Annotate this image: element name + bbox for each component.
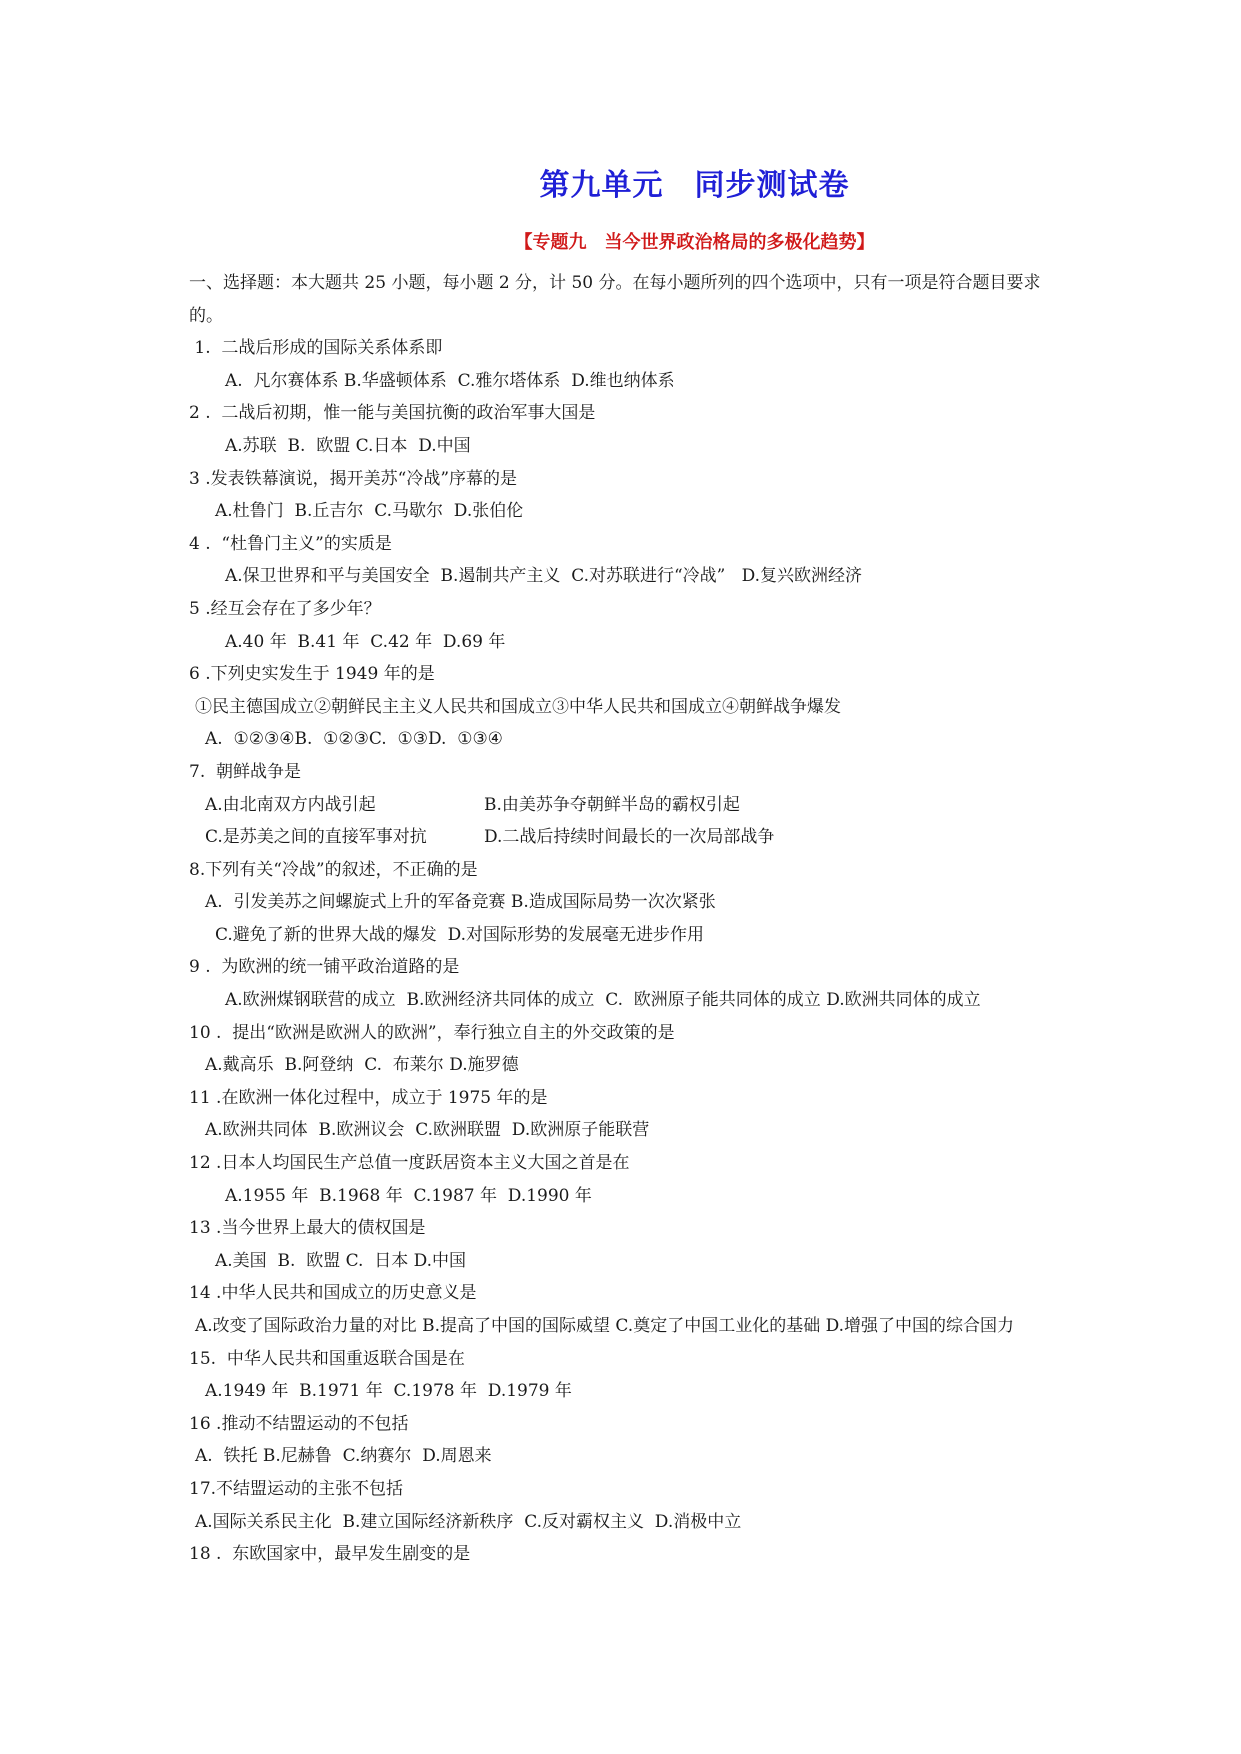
question-12-options: A.1955 年 B.1968 年 C.1987 年 D.1990 年 (225, 1185, 592, 1206)
question-14: 14 .中华人民共和国成立的历史意义是 (189, 1283, 477, 1304)
question-body (189, 267, 1059, 1571)
question-13: 13 .当今世界上最大的债权国是 (189, 1218, 426, 1239)
instructions: 一、选择题：本大题共 25 小题，每小题 2 分，计 50 分。在每小题所列的四个选项中，只有一项是符合题目要求的。 (189, 273, 1041, 326)
question-4: 4 . “杜鲁门主义”的实质是 (189, 533, 392, 554)
question-3-options: A.杜鲁门 B.丘吉尔 C.马歇尔 D.张伯伦 (215, 501, 524, 522)
question-9: 9 . 为欧洲的统一铺平政治道路的是 (189, 957, 460, 978)
question-10: 10 . 提出“欧洲是欧洲人的欧洲”，奉行独立自主的外交政策的是 (189, 1022, 675, 1043)
question-18: 18 . 东欧国家中，最早发生剧变的是 (189, 1544, 471, 1565)
question-8-options-row-1: A. 引发美苏之间螺旋式上升的军备竞赛 B.造成国际局势一次次紧张 (205, 892, 716, 913)
question-17: 17.不结盟运动的主张不包括 (189, 1478, 404, 1499)
question-6-options: A. ①②③④B. ①②③C. ①③D. ①③④ (205, 729, 503, 750)
question-3: 3 .发表铁幕演说，揭开美苏“冷战”序幕的是 (189, 468, 518, 489)
question-13-options: A.美国 B. 欧盟 C. 日本 D.中国 (215, 1250, 467, 1271)
question-8: 8.下列有关“冷战”的叙述，不正确的是 (189, 859, 478, 880)
question-6: 6 .下列史实发生于 1949 年的是 (189, 664, 435, 685)
page-title: 第九单元 同步测试卷 (539, 168, 850, 203)
question-15-options: A.1949 年 B.1971 年 C.1978 年 D.1979 年 (205, 1381, 572, 1402)
page-subtitle: 【专题九 当今世界政治格局的多极化趋势】 (514, 232, 875, 253)
question-1: 1. 二战后形成的国际关系体系即 (189, 338, 443, 359)
question-4-options: A.保卫世界和平与美国安全 B.遏制共产主义 C.对苏联进行“冷战” D.复兴欧洲经济 (225, 566, 863, 587)
question-5-options: A.40 年 B.41 年 C.42 年 D.69 年 (225, 631, 506, 652)
question-14-options: A.改变了国际政治力量的对比 B.提高了中国的国际威望 C.奠定了中国工业化的基础 D.增强了中国的综合国力 (195, 1316, 1015, 1336)
question-7-option-c: C.是苏美之间的直接军事对抗 (205, 827, 427, 848)
question-10-options: A.戴高乐 B.阿登纳 C. 布莱尔 D.施罗德 (205, 1055, 519, 1076)
question-15: 15. 中华人民共和国重返联合国是在 (189, 1348, 465, 1369)
question-12: 12 .日本人均国民生产总值一度跃居资本主义大国之首是在 (189, 1153, 630, 1174)
question-9-options: A.欧洲煤钢联营的成立 B.欧洲经济共同体的成立 C. 欧洲原子能共同体的成立 D.欧洲共同体的成立 (225, 990, 981, 1011)
question-11-options: A.欧洲共同体 B.欧洲议会 C.欧洲联盟 D.欧洲原子能联营 (205, 1120, 650, 1141)
question-11: 11 .在欧洲一体化过程中，成立于 1975 年的是 (189, 1087, 548, 1108)
question-7-option-d: D.二战后持续时间最长的一次局部战争 (484, 827, 775, 848)
question-6-statements: ①民主德国成立②朝鲜民主主义人民共和国成立③中华人民共和国成立④朝鲜战争爆发 (195, 696, 841, 717)
question-1-options: A. 凡尔赛体系 B.华盛顿体系 C.雅尔塔体系 D.维也纳体系 (225, 370, 675, 391)
question-7: 7. 朝鲜战争是 (189, 761, 302, 782)
question-7-option-a: A.由北南双方内战引起 (205, 794, 376, 815)
question-16: 16 .推动不结盟运动的不包括 (189, 1413, 409, 1434)
question-2: 2 . 二战后初期，惟一能与美国抗衡的政治军事大国是 (189, 403, 596, 424)
question-5: 5 .经互会存在了多少年？ (189, 598, 381, 619)
question-17-options: A.国际关系民主化 B.建立国际经济新秩序 C.反对霸权主义 D.消极中立 (195, 1511, 742, 1532)
question-2-options: A.苏联 B. 欧盟 C.日本 D.中国 (225, 435, 471, 456)
question-7-option-b: B.由美苏争夺朝鲜半岛的霸权引起 (484, 794, 740, 815)
question-16-options: A. 铁托 B.尼赫鲁 C.纳赛尔 D.周恩来 (195, 1446, 492, 1467)
question-8-options-row-2: C.避免了新的世界大战的爆发 D.对国际形势的发展毫无进步作用 (215, 924, 705, 945)
question-7-options-row-2 (189, 821, 1059, 854)
question-7-options-row-1 (189, 789, 1059, 822)
